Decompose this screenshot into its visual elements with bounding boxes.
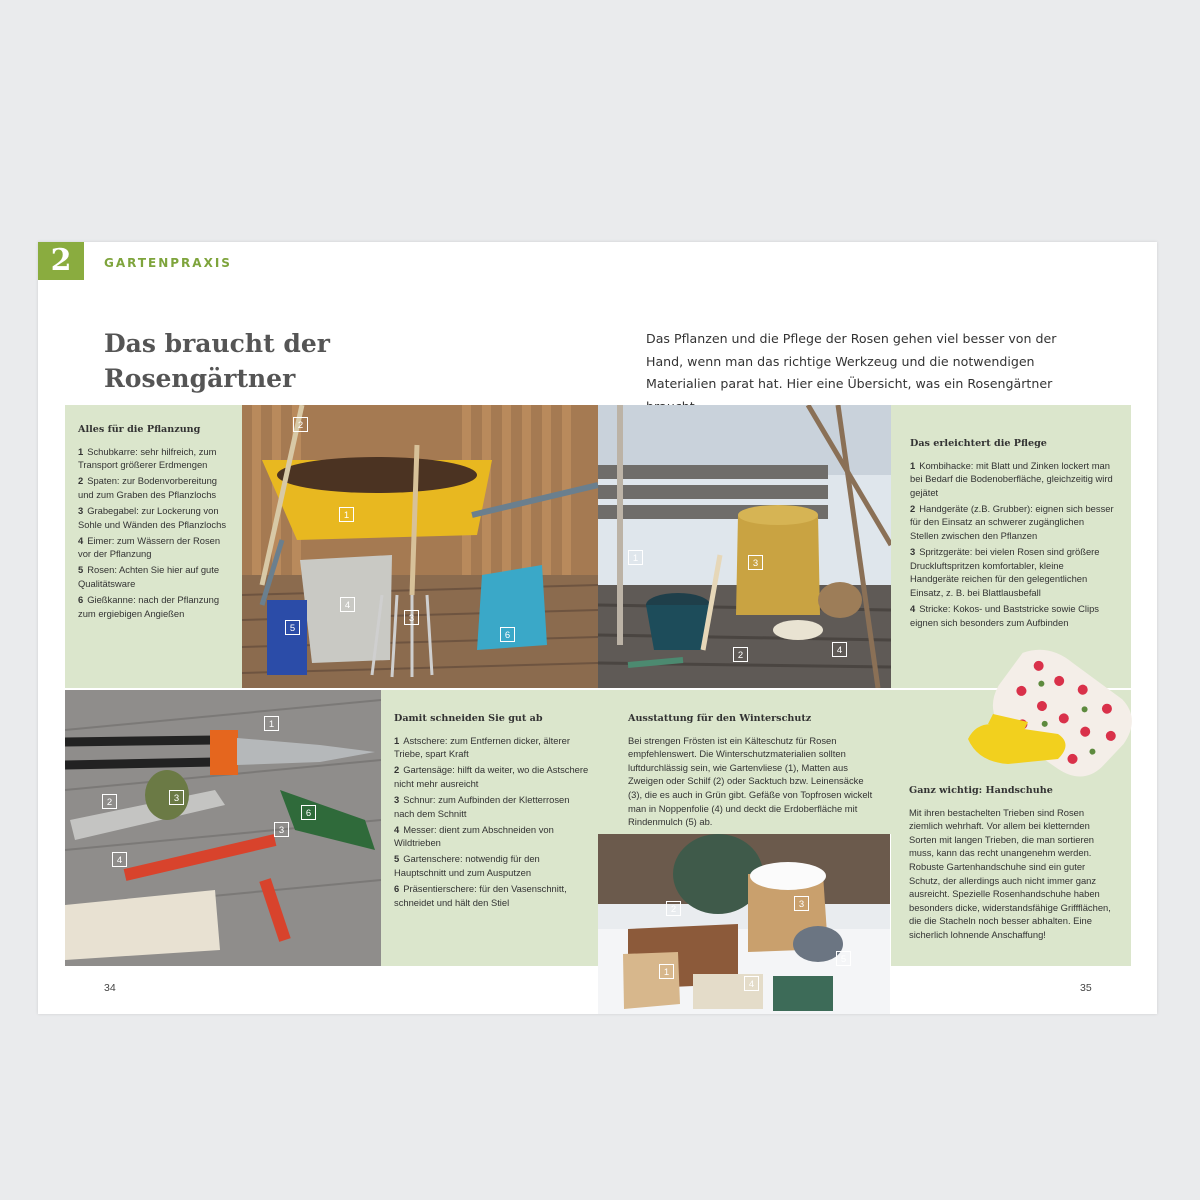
chapter-number: 2 [38,242,84,280]
list-item: 2 Handgeräte (z.B. Grubber): eignen sich besser für den Einsatz an schwerer zugänglichen Stellen zwischen den Pflanzen [910,502,1114,542]
winterschutz-title: Ausstattung für den Winterschutz [628,713,812,724]
photo-label: 4 [112,852,127,867]
photo-label: 6 [500,627,515,642]
handschuhe-title: Ganz wichtig: Handschuhe [909,785,1053,796]
photo-label: 1 [659,964,674,979]
list-item: 4 Stricke: Kokos- und Baststricke sowie Clips eignen sich besonders zum Aufbinden [910,603,1099,628]
handschuhe-body: Mit ihren bestachelten Trieben sind Rosen ziemlich wehrhaft. Vor allem bei kletternden Sorten mit langen Trieben, die man sortieren muss, kann das recht unangenehm werden. Robuste Gartenhandschuhe sind ein guter Schutz, der allerdings auch nicht immer ganz ausreicht. Spezielle Rosenhandschuhe haben besonders dicke, widerstandsfähige Griffflächen, die die Stacheln noch besser abhalten. Eine sicherlich lohnende Anschaffung! [909,806,1111,940]
list-item: 4 Messer: dient zum Abschneiden von Wildtrieben [394,823,554,849]
list-item: 3 Spritzgeräte: bei vielen Rosen sind größere Druckluftspritzen komfortabler, kleine Handgeräte reichen für den gelegentlichen Einsatz, z. B. bei Blattlausbefall [910,546,1100,598]
photo-label: 3 [404,610,419,625]
list-item: 2 Gartensäge: hilft da weiter, wo die Astschere nicht mehr ausreicht [394,764,589,789]
page-number-left: 34 [104,982,116,994]
list-item: 3 Schnur: zum Aufbinden der Kletterrosen nach dem Schnitt [394,793,570,819]
photo-label: 2 [666,901,681,916]
photo-cutting-tools [65,690,381,966]
pflanzung-title: Alles für die Pflanzung [78,424,201,435]
schneiden-text [394,712,589,912]
list-item: 1 Kombihacke: mit Blatt und Zinken lockert man bei Bedarf die Bodenoberfläche, gleichzeitig wird gejätet [910,459,1113,498]
photo-label: 3 [274,822,289,837]
photo-bench [598,405,891,688]
list-item: 2 Spaten: zur Bodenvorbereitung und zum Graben des Pflanzlochs [78,475,217,500]
photo-label: 3 [794,896,809,911]
intro-text: Das Pflanzen und die Pflege der Rosen gehen viel besser von der Hand, wenn man das richtige Werkzeug und die notwendigen Materialien parat hat. Hier eine Übersicht, was ein Rosengärtner [646,331,1057,391]
photo-label: 2 [102,794,117,809]
photo-label: 2 [293,417,308,432]
magazine-spread [38,242,1157,1014]
page-number-right: 35 [1080,982,1092,994]
list-item: 6 Gießkanne: nach der Pflanzung zum ergiebigen Angießen [78,594,220,619]
photo-label: 1 [339,507,354,522]
page-headline: Das braucht der Rosengärtner [104,329,330,393]
list-item: 5 Gartenschere: notwendig für den Hauptschnitt und zum Ausputzen [394,853,540,878]
list-item: 1 Astschere: zum Entfernen dicker, älterer Triebe, spart Kraft [394,734,570,760]
list-item: 3 Grabegabel: zur Lockerung von Sohle und Wänden des Pflanzlochs [78,504,227,530]
photo-gloves [958,644,1154,794]
handschuhe-text [909,784,1114,942]
pflanzung-text [78,423,233,623]
photo-label: 6 [301,805,316,820]
photo-winter-protection [598,834,890,1014]
photo-label: 3 [748,555,763,570]
photo-label: 3 [169,790,184,805]
photo-label: 1 [264,716,279,731]
pflege-text [910,437,1115,632]
list-item: 5 Rosen: Achten Sie hier auf gute Qualitätsware [78,564,220,589]
photo-wheelbarrow [242,405,598,688]
photo-label: 5 [836,951,851,966]
photo-label: 2 [733,647,748,662]
list-item: 4 Eimer: zum Wässern der Rosen vor der Pflanzung [78,534,221,560]
winterschutz-text [628,712,878,829]
photo-label: 4 [340,597,355,612]
winterschutz-body: Bei strengen Frösten ist ein Kälteschutz für Rosen empfehlenswert. Die Winterschutzmaterialien sollten luftdurchlässig sein, wie Gartenvliese (1), Matten aus Zweigen oder Schilf (2) oder Sacktuch bzw. Leinensäcke (3), die es auch in Grün gibt. Gefäße von Topfrosen wickelt man in Noppenfolie (4) und deckt die Erdoberfläche mit Rindenmulch (5) ab. [628,734,873,828]
chapter-title: GARTENPRAXIS [104,256,232,270]
schneiden-title: Damit schneiden Sie gut ab [394,713,543,724]
list-item: 6 Präsentierschere: für den Vasenschnitt, schneidet und hält den Stiel [394,883,567,908]
photo-label: 4 [744,976,759,991]
list-item: 1 Schubkarre: sehr hilfreich, zum Transport größerer Erdmengen [78,445,217,471]
photo-label: 5 [285,620,300,635]
photo-label: 1 [628,550,643,565]
pflege-title: Das erleichtert die Pflege [910,438,1047,449]
photo-label: 4 [832,642,847,657]
